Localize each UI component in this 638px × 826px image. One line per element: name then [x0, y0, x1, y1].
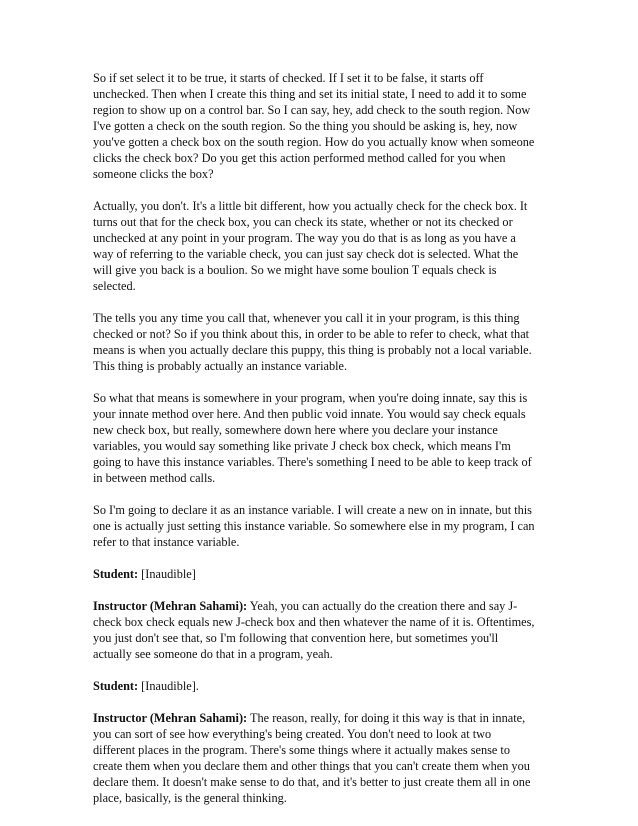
paragraph-text: So if set select it to be true, it starts of checked. If I set it to be false, it starts off unchecked. Then when I create this thing and set its initial state, I need to add it to some region to show up on a control bar. So I can say, hey, add check to the south region. Now I've gotten a check on the south region. So the thing you should be asking is, hey, now you've gotten a check box on the south region. How do you actually know when someone clicks the check box? Do you get this action performed method called for you when someone clicks the box? — [93, 71, 535, 181]
paragraph — [93, 502, 551, 550]
paragraph — [93, 598, 551, 662]
paragraph — [93, 390, 551, 486]
paragraph — [93, 710, 551, 806]
paragraph-text: Yeah, you can actually do the creation there and say J- check box check equals new J-check box and then whatever the name of it is. Oftentimes, you just don't see that, so I'm following that convention here, but sometimes you'll actually see someone do that in a program, yeah. — [93, 599, 535, 661]
paragraph — [93, 678, 551, 694]
paragraph — [93, 310, 551, 374]
paragraph-text: Actually, you don't. It's a little bit different, how you actually check for the check box. It turns out that for the check box, you can check its state, whether or not its checked or unchecked at any point in your program. The way you do that is as long as you have a way of referring to the variable check, you can just say check dot is selected. What the will give you back is a boulion. So we might have some boulion T equals check is selected. — [93, 199, 528, 293]
document-page — [93, 70, 551, 822]
paragraph — [93, 566, 551, 582]
speaker-label: Instructor (Mehran Sahami): — [93, 599, 248, 613]
paragraph-text: So what that means is somewhere in your program, when you're doing innate, say this is your innate method over here. And then public void innate. You would say check equals new check box, but really, somewhere down here where you declare your instance variables, you would say something like private J check box check, which means I'm going to have this instance variables. There's something I need to be able to keep track of in between method calls. — [93, 391, 532, 485]
paragraph-text: [Inaudible]. — [138, 679, 199, 693]
paragraph-text: So I'm going to declare it as an instance variable. I will create a new on in innate, but this one is actually just setting this instance variable. So somewhere else in my program, I can refer to that instance variable. — [93, 503, 535, 549]
speaker-label: Student: — [93, 567, 139, 581]
paragraph-text: The tells you any time you call that, whenever you call it in your program, is this thing checked or not? So if you think about this, in order to be able to refer to check, what that means is when you actually declare this puppy, this thing is probably not a local variable. This thing is probably actually an instance variable. — [93, 311, 532, 373]
paragraph-text: [Inaudible] — [138, 567, 196, 581]
paragraph — [93, 198, 551, 294]
paragraph — [93, 70, 551, 182]
paragraph-text: The reason, really, for doing it this way is that in innate, you can sort of see how everything's being created. You don't need to look at two different places in the program. There's some things where it actually makes sense to create them when you declare them and other things that you can't create them when you declare them. It doesn't make sense to do that, and it's better to just create them all in one place, basically, is the general thinking. — [93, 711, 531, 805]
speaker-label: Student: — [93, 679, 139, 693]
speaker-label: Instructor (Mehran Sahami): — [93, 711, 248, 725]
